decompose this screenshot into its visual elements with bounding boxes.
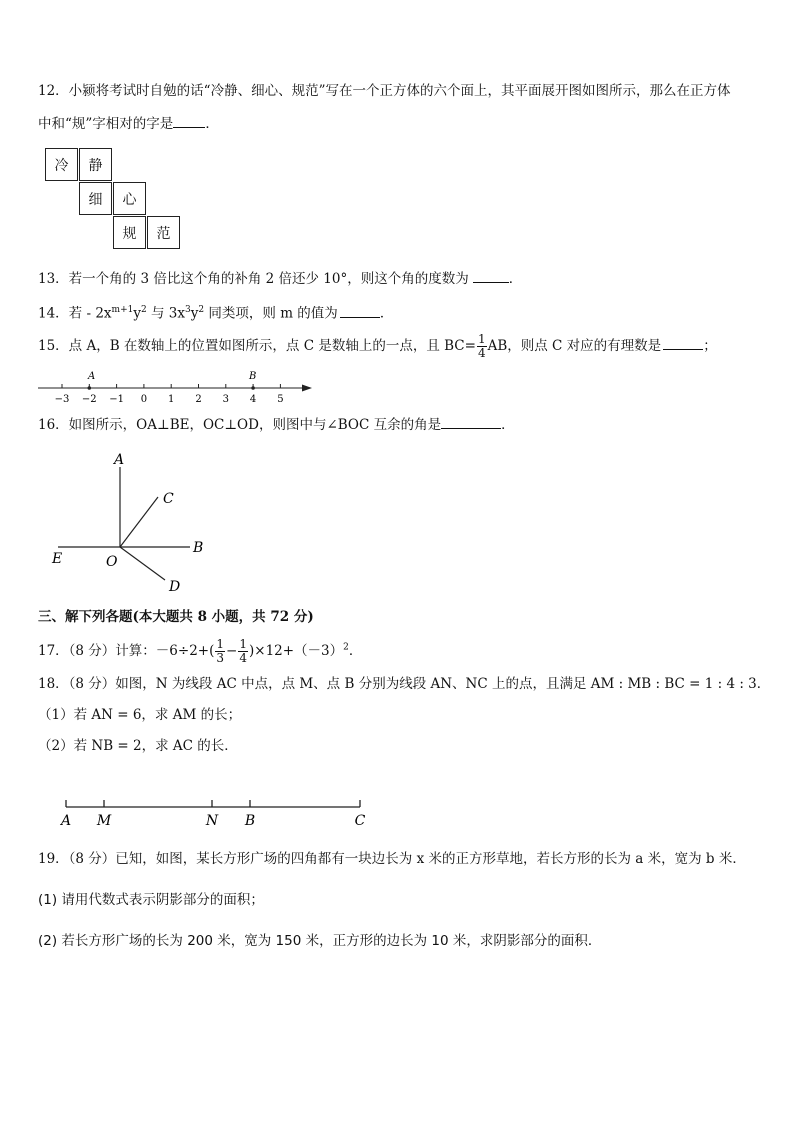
tick-label-8: 5	[277, 394, 284, 405]
ray-od	[120, 547, 165, 580]
q17-f2-den: 4	[239, 651, 247, 665]
label-o: O	[106, 554, 118, 570]
tick-label-6: 3	[222, 394, 229, 405]
q15-text-b: AB，则点 C 对应的有理数是	[487, 338, 662, 354]
q17-f2-num: 1	[239, 637, 247, 651]
segment-label-c: C	[354, 813, 366, 829]
q14-text-e: 同类项，则 m 的值为	[204, 305, 338, 322]
number-line	[30, 366, 320, 406]
label-e: E	[52, 551, 63, 567]
label-a: A	[114, 452, 125, 468]
q19-part2: (2) 若长方形广场的长为 200 米，宽为 150 米，正方形的边长为 10 米，求阴影部分的面积．	[38, 933, 602, 949]
q14-text-b: y	[133, 305, 141, 322]
net-cell-3: 细	[79, 182, 112, 215]
label-b: B	[193, 540, 204, 556]
point-a-dot	[88, 386, 92, 390]
segment-figure	[50, 795, 380, 831]
q18-line1: 18．（8 分）如图，N 为线段 AC 中点，点 M、点 B 分别为线段 AN、NC 上的点，且满足 AM : MB : BC = 1 : 4 : 3．	[38, 676, 771, 692]
point-a-label: A	[88, 371, 96, 382]
tick-label-0: −3	[54, 394, 70, 405]
q15-frac-den: 4	[477, 346, 486, 360]
q17-text-a: 17．（8 分）计算：－6÷2+(	[38, 643, 215, 659]
tick-label-2: −1	[109, 394, 124, 405]
q13-text: 13．若一个角的 3 倍比这个角的补角 2 倍还少 10°，则这个角的度数为	[38, 271, 469, 287]
net-cell-2: 静	[79, 148, 112, 181]
q13-answer-blank	[473, 270, 509, 283]
q17-text-b: )×12+（－3）	[248, 643, 344, 659]
q12-answer-blank	[173, 115, 205, 128]
q19-part1: (1) 请用代数式表示阴影部分的面积；	[38, 892, 264, 908]
q16-answer-blank	[441, 416, 501, 429]
q14	[38, 301, 393, 323]
q14-exp-3: 3	[185, 305, 191, 315]
q15-text-a: 15．点 A，B 在数轴上的位置如图所示，点 C 是数轴上的一点，且 BC=	[38, 338, 476, 354]
q17-f1-den: 3	[216, 651, 225, 665]
q14-text-c: 与 3x	[146, 305, 186, 322]
tick-label-5: 2	[195, 394, 202, 405]
q13	[38, 270, 522, 288]
q12-line1: 12．小颍将考试时自勉的话“冷静、细心、规范”写在一个正方体的六个面上，其平面展开图如图所示，那么在正方体	[38, 83, 731, 99]
q16-text: 16．如图所示，OA⊥BE，OC⊥OD，则图中与∠BOC 互余的角是	[38, 417, 442, 433]
net-cell-6: 范	[147, 216, 180, 249]
q18-part2: （2）若 NB = 2，求 AC 的长．	[38, 738, 238, 754]
segment-label-m: M	[96, 813, 112, 829]
q15-fraction	[477, 333, 487, 360]
q14-end: ．	[379, 305, 394, 322]
q14-exp-4: 2	[198, 305, 205, 315]
q14-exp-2: 2	[140, 305, 147, 315]
q17-minus: −	[226, 643, 238, 659]
q18-part1: （1）若 AN = 6，求 AM 的长；	[38, 707, 242, 723]
q12-end: ．	[205, 116, 219, 132]
net-cell-1: 冷	[45, 148, 78, 181]
net-cell-5: 规	[113, 216, 146, 249]
point-b-dot	[251, 386, 255, 390]
tick-label-4: 1	[168, 394, 175, 405]
q13-end: ．	[508, 271, 523, 287]
segment-label-n: N	[205, 813, 219, 829]
tick-label-3: 0	[140, 394, 148, 405]
q17-f1-num: 1	[216, 637, 225, 651]
q16	[38, 416, 515, 434]
q17	[38, 638, 362, 665]
q14-exp-1: m+1	[111, 305, 134, 315]
q12-text: 中和“规”字相对的字是	[38, 116, 174, 132]
tick-label-1: −2	[81, 394, 97, 405]
q15-frac-num: 1	[477, 332, 486, 346]
label-c: C	[163, 491, 174, 507]
q17-end: ．	[348, 643, 363, 659]
segment-label-b: B	[244, 813, 256, 829]
net-cell-4: 心	[113, 182, 146, 215]
q15	[38, 333, 717, 360]
q17-fraction-2	[238, 638, 248, 665]
q15-end: ；	[703, 338, 717, 354]
q14-text-d: y	[190, 305, 199, 322]
segment-label-a: A	[60, 813, 72, 829]
point-b-label: B	[249, 371, 257, 382]
tick-label-7: 4	[249, 394, 257, 405]
q14-text-a: 14．若 - 2x	[38, 305, 112, 322]
q14-answer-blank	[340, 305, 380, 318]
ray-oc	[120, 497, 158, 547]
q19-line1: 19．（8 分）已知，如图，某长方形广场的四角都有一块边长为 x 米的正方形草地，若长方形的长为 a 米，宽为 b 米．	[38, 851, 746, 867]
q17-fraction-1	[215, 638, 225, 665]
angle-figure	[40, 445, 220, 600]
label-d: D	[169, 579, 181, 595]
q16-end: ．	[501, 417, 515, 433]
q17-exponent: 2	[343, 642, 349, 653]
q12-line2	[38, 115, 219, 133]
section-3-title: 三、解下列各题(本大题共 8 小题，共 72 分)	[38, 609, 314, 625]
number-line-arrow	[302, 385, 312, 392]
q15-answer-blank	[663, 337, 703, 350]
